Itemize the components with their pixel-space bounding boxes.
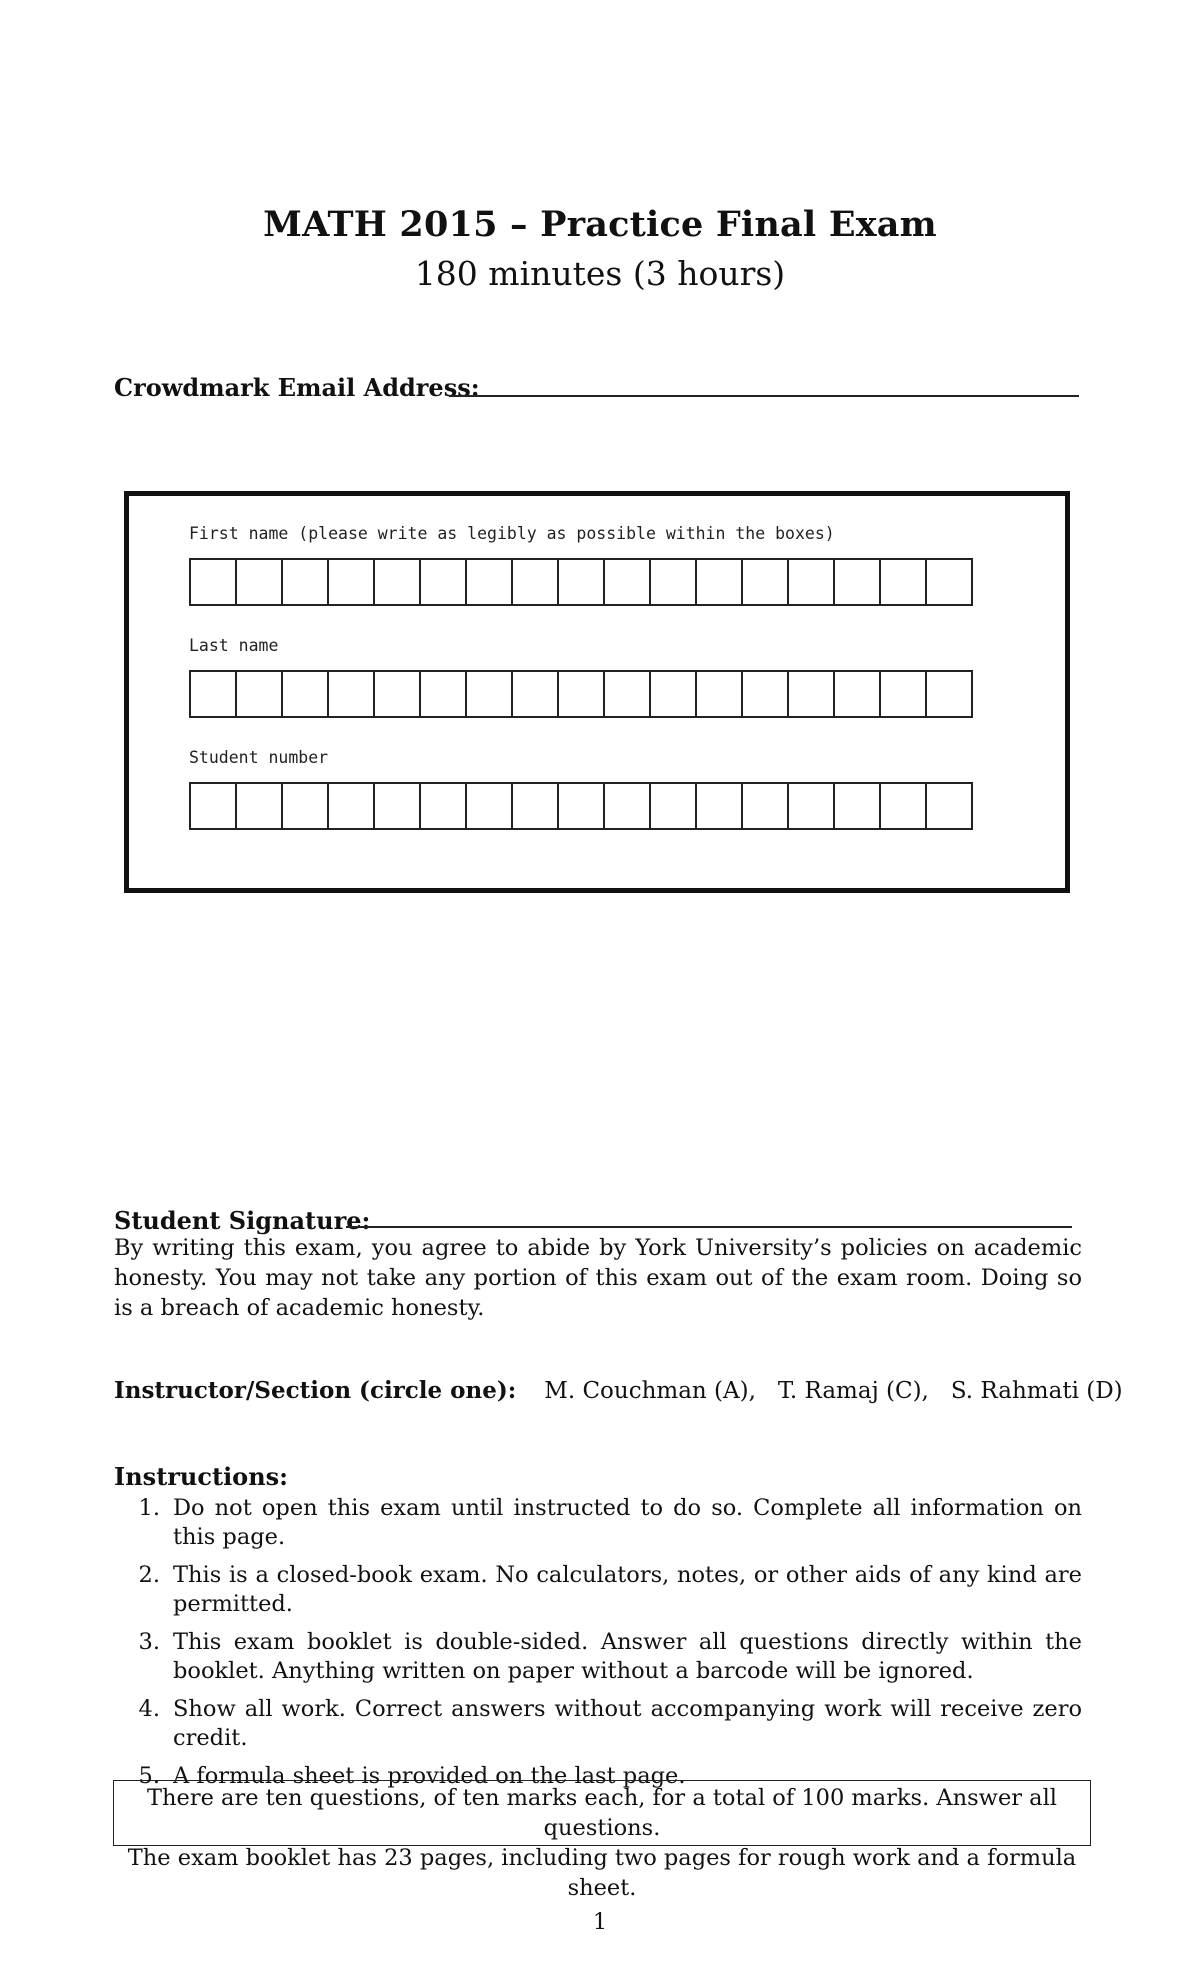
first-cell[interactable] [373,558,421,606]
signature-label: Student Signature: [114,1206,371,1235]
number-cell[interactable] [925,782,973,830]
number-cell[interactable] [833,782,881,830]
summary-line-1: There are ten questions, of ten marks each, for a total of 100 marks. Answer all questions. [147,1785,1057,1841]
last-cell[interactable] [235,670,283,718]
number-cell[interactable] [879,782,927,830]
number-cell[interactable] [695,782,743,830]
student-id-box [124,491,1070,893]
first-cell[interactable] [741,558,789,606]
instruction-number: 5. [138,1763,160,1789]
signature-field[interactable] [346,1226,1072,1228]
exam-summary-box [113,1780,1091,1901]
first-cell[interactable] [281,558,329,606]
last-cell[interactable] [787,670,835,718]
instructor-section [114,1377,1123,1404]
first-cell[interactable] [511,558,559,606]
page-number: 1 [593,1910,607,1935]
instruction-item [114,1494,1082,1552]
first-cell[interactable] [419,558,467,606]
last-name-label: Last name [189,636,279,655]
first-cell[interactable] [787,558,835,606]
last-cell[interactable] [879,670,927,718]
exam-title: MATH 2015 – Practice Final Exam [263,204,937,245]
number-cell[interactable] [327,782,375,830]
last-cell[interactable] [465,670,513,718]
last-cell[interactable] [189,670,237,718]
first-cell[interactable] [235,558,283,606]
student-number-label: Student number [189,748,329,767]
first-cell[interactable] [649,558,697,606]
number-cell[interactable] [511,782,559,830]
instruction-item [114,1628,1082,1686]
instruction-item [114,1695,1082,1753]
number-cell[interactable] [281,782,329,830]
number-cell[interactable] [235,782,283,830]
instruction-text: Show all work. Correct answers without accompanying work will receive zero credit. [173,1696,1082,1751]
number-cell[interactable] [189,782,237,830]
first-cell[interactable] [557,558,605,606]
instructions-list [114,1494,1082,1800]
first-cell[interactable] [603,558,651,606]
last-cell[interactable] [327,670,375,718]
instructor-option-rahmati[interactable]: S. Rahmati (D) [950,1378,1123,1404]
number-cell[interactable] [649,782,697,830]
first-cell[interactable] [189,558,237,606]
first-cell[interactable] [327,558,375,606]
student-number-boxes[interactable] [189,782,971,830]
first-name-label: First name (please write as legibly as possible within the boxes) [189,524,835,543]
last-cell[interactable] [695,670,743,718]
instruction-text: Do not open this exam until instructed to do so. Complete all information on this page. [173,1495,1082,1550]
summary-line-2: The exam booklet has 23 pages, including two pages for rough work and a formula sheet. [127,1845,1077,1901]
last-cell[interactable] [373,670,421,718]
number-cell[interactable] [787,782,835,830]
last-cell[interactable] [281,670,329,718]
first-cell[interactable] [695,558,743,606]
first-cell[interactable] [833,558,881,606]
last-cell[interactable] [741,670,789,718]
last-cell[interactable] [925,670,973,718]
last-cell[interactable] [603,670,651,718]
number-cell[interactable] [419,782,467,830]
last-cell[interactable] [649,670,697,718]
instruction-text: A formula sheet is provided on the last page. [173,1763,686,1789]
number-cell[interactable] [557,782,605,830]
first-cell[interactable] [925,558,973,606]
number-cell[interactable] [603,782,651,830]
instruction-number: 3. [138,1629,160,1655]
instruction-text: This is a closed-book exam. No calculators, notes, or other aids of any kind are permitted. [173,1562,1082,1617]
instructor-option-ramaj[interactable]: T. Ramaj (C), [777,1378,929,1404]
first-name-boxes[interactable] [189,558,971,606]
last-cell[interactable] [557,670,605,718]
last-name-boxes[interactable] [189,670,971,718]
last-cell[interactable] [419,670,467,718]
instruction-number: 4. [138,1696,160,1722]
instructor-option-couchman[interactable]: M. Couchman (A), [544,1378,756,1404]
instruction-text: This exam booklet is double-sided. Answer all questions directly within the booklet. Anything written on paper without a barcode will be ignored. [173,1629,1082,1684]
email-field[interactable] [449,395,1079,397]
instruction-item [114,1561,1082,1619]
instruction-number: 1. [138,1495,160,1521]
email-label: Crowdmark Email Address: [114,373,480,402]
number-cell[interactable] [373,782,421,830]
number-cell[interactable] [465,782,513,830]
number-cell[interactable] [741,782,789,830]
last-cell[interactable] [511,670,559,718]
exam-duration: 180 minutes (3 hours) [414,254,786,293]
instructor-section-label: Instructor/Section (circle one): [114,1377,517,1404]
instructions-heading: Instructions: [114,1462,289,1491]
first-cell[interactable] [879,558,927,606]
honesty-statement: By writing this exam, you agree to abide by York University’s policies on academic honesty. You may not take any portion of this exam out of the exam room. Doing so is a breach of academic honesty. [114,1235,1082,1321]
last-cell[interactable] [833,670,881,718]
instruction-number: 2. [138,1562,160,1588]
first-cell[interactable] [465,558,513,606]
